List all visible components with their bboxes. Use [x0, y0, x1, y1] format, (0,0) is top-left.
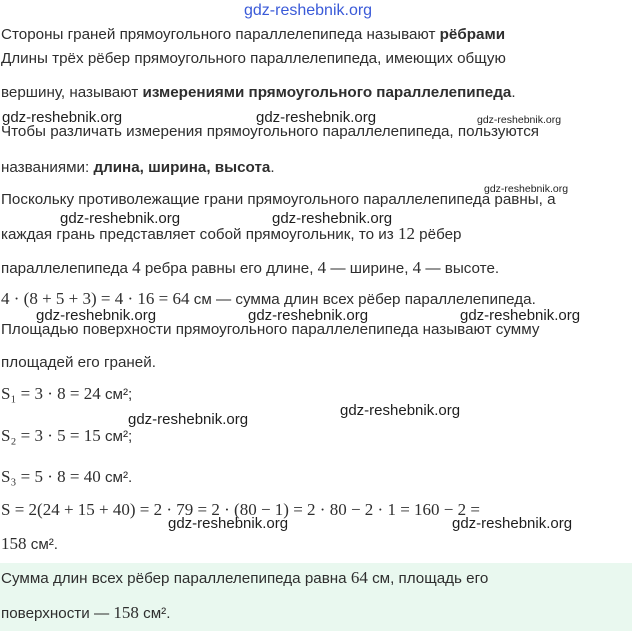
paragraph-line-5 — [1, 190, 556, 210]
answer-text-2c: см². — [138, 605, 171, 622]
text-l5: Поскольку противолежащие грани прямоугольного параллелепипеда равны, а — [1, 191, 556, 208]
watermark: gdz-reshebnik.org — [248, 307, 369, 324]
watermark: gdz-reshebnik.org — [452, 515, 573, 532]
watermark: gdz-reshebnik.org — [2, 109, 123, 126]
formula-s2 — [1, 426, 132, 447]
text-l3: Чтобы различать измерения прямоугольного параллелепипеда, пользуются — [1, 123, 540, 140]
watermark: gdz-reshebnik.org — [484, 183, 569, 195]
watermark: gdz-reshebnik.org — [272, 210, 393, 227]
answer-math-158: 158 — [113, 603, 139, 622]
paragraph-line-10 — [1, 353, 156, 373]
text-l0a: Стороны граней прямоугольного параллелепипеда называют — [1, 28, 440, 42]
math-4c: 4 — [412, 258, 422, 277]
watermark: gdz-reshebnik.org — [256, 109, 377, 126]
text-l7e: — ширине, — [326, 260, 413, 277]
watermark: gdz-reshebnik.org — [460, 307, 581, 324]
text-l1: Длины трёх рёбер прямоугольного параллелепипеда, имеющих общую — [1, 50, 506, 67]
answer-text-2a: поверхности — — [1, 605, 114, 622]
text-l6a: каждая грань представляет собой прямоугольник, то из — [1, 226, 398, 243]
math-158: 158 — [1, 534, 27, 553]
watermark-top: gdz-reshebnik.org — [244, 2, 373, 19]
answer-line-2 — [1, 603, 170, 624]
text-l10: площадей его граней. — [1, 354, 156, 371]
formula-s3 — [1, 467, 132, 488]
answer-math-64: 64 — [350, 568, 368, 587]
paragraph-line-4 — [1, 158, 275, 178]
math-s1: S₁ = 3 · 8 = 24 — [1, 384, 101, 403]
unit-s1: см²; — [100, 386, 133, 403]
text-l2c: . — [511, 84, 516, 101]
answer-text-1a: Сумма длин всех рёбер параллелепипеда равна — [1, 570, 351, 587]
paragraph-line-7 — [1, 258, 499, 279]
answer-line-1 — [1, 568, 488, 589]
text-l2a: вершину, называют — [1, 84, 143, 101]
term-dimensions: измерениями прямоугольного параллелепипеда — [142, 84, 512, 101]
watermark: gdz-reshebnik.org — [168, 515, 289, 532]
answer-text-1c: см, площадь его — [367, 570, 489, 587]
formula-s1 — [1, 384, 132, 405]
text-l9: Площадью поверхности прямоугольного параллелепипеда называют сумму — [1, 321, 540, 338]
math-12: 12 — [397, 224, 415, 243]
math-4a: 4 — [132, 258, 141, 277]
math-4b: 4 — [317, 258, 327, 277]
paragraph-line-6 — [1, 224, 462, 245]
text-l8b: см — сумма длин всех рёбер параллелепипеда. — [189, 291, 536, 308]
watermark: gdz-reshebnik.org — [36, 307, 157, 324]
watermark: gdz-reshebnik.org — [128, 411, 249, 428]
text-l7g: — высоте. — [421, 260, 500, 277]
paragraph-line-1 — [1, 49, 506, 69]
unit-s-total: см². — [26, 536, 59, 553]
term-ribs: рёбрами — [439, 28, 506, 42]
unit-s3: см². — [100, 469, 133, 486]
text-l4a: названиями: — [1, 159, 94, 176]
cut-line — [1, 28, 621, 42]
paragraph-line-2 — [1, 83, 516, 103]
term-names: длина, ширина, высота — [93, 159, 271, 176]
text-l4c: . — [270, 159, 275, 176]
text-l6c: рёбер — [414, 226, 462, 243]
math-s2: S₂ = 3 · 5 = 15 — [1, 426, 101, 445]
math-edge-sum: 4 · (8 + 5 + 3) = 4 · 16 = 64 — [1, 289, 190, 308]
text-l7c: ребра равны его длине, — [140, 260, 318, 277]
math-s-total: S = 2(24 + 15 + 40) = 2 · 79 = 2 · (80 − 1) = 2 · 80 − 2 · 1 = 160 − 2 = — [1, 500, 480, 519]
math-s3: S₃ = 5 · 8 = 40 — [1, 467, 101, 486]
unit-s2: см²; — [100, 428, 133, 445]
watermark: gdz-reshebnik.org — [60, 210, 181, 227]
text-l7a: параллелепипеда — [1, 260, 133, 277]
watermark: gdz-reshebnik.org — [340, 402, 461, 419]
formula-s-result — [1, 534, 58, 555]
watermark: gdz-reshebnik.org — [477, 114, 562, 126]
